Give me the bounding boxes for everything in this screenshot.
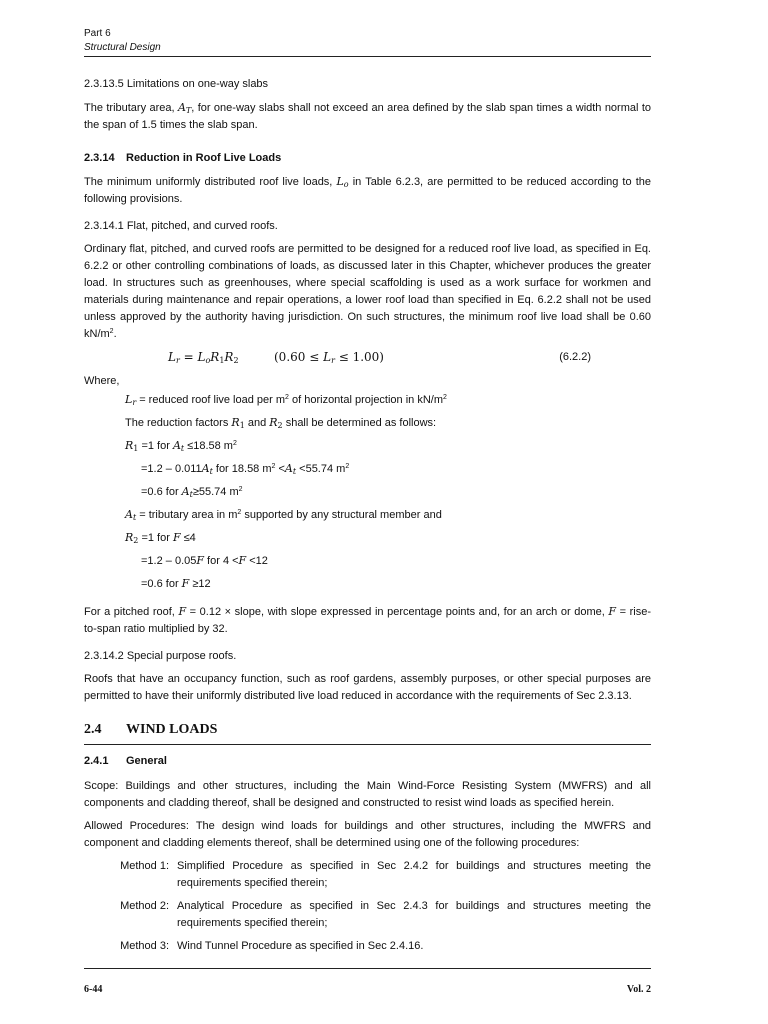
definition-at: $A_t$ = tributary area in $m^2$ supported by any structural member and (125, 508, 442, 522)
paragraph-special-purpose-roofs: Roofs that have an occupancy function, such as roof gardens, assembly purposes, or other special purposes are permitted to have their uniformly distributed live load reduced in accordance with the requirements of Sec 2.3.13. (84, 673, 651, 702)
running-header-part: Part 6 (84, 28, 111, 39)
volume-label: Vol. 2 (626, 984, 651, 995)
where-label: Where, (84, 375, 120, 387)
paragraph-roof-live-loads: The minimum uniformly distributed roof live loads, $L_o$ in Table 6.2.3, are permitted to be reduced according to the following provisions. (84, 175, 652, 205)
heading-2-3-14-1: 2.3.14.1 Flat, pitched, and curved roofs. (84, 220, 278, 232)
equation-condition: $(0.60 \le L_r \le 1.00)$ (274, 350, 384, 365)
footer-rule (84, 968, 651, 969)
equation-number: (6.2.2) (559, 351, 591, 363)
reduction-factors-intro: The reduction factors $R_1$ and $R_2$ shall be determined as follows: (125, 416, 437, 430)
method-item: Method 3: Wind Tunnel Procedure as specified in Sec 2.4.16. (120, 940, 424, 952)
equation-6-2-2 (84, 343, 651, 373)
r1-case-2: $=1.2 - 0.011A_t$ for 18.58 $m^2 <A_t <55.74$ $m^2$ (141, 462, 350, 476)
r1-case-1: $R_1 =1$ for $A_t \le 18.58$ $m^2$ (125, 439, 237, 453)
body-text (84, 76, 651, 955)
heading-2-3-14-2: 2.3.14.2 Special purpose roofs. (84, 650, 237, 662)
paragraph-scope: Scope: Buildings and other structures, including the Main Wind-Force Resisting System (MWFRS) and all components and cladding thereof, shall be designed and constructed to resist wind loads as specified herein. (84, 780, 651, 809)
heading-2-4-1: 2.4.1 General (84, 755, 167, 767)
r2-case-3: =0.6 for F ≥12 (141, 577, 211, 590)
r2-case-1: $R_2 =1$ for F ≤4 (125, 531, 196, 545)
paragraph-tributary-area: The tributary area, $A_T$, for one-way slabs shall not exceed an area defined by the slab span times a width normal to the span of 1.5 times the slab span. (84, 101, 652, 131)
r2-case-2: =1.2 – 0.05F for 4 <F <12 (141, 554, 268, 567)
method-item: Method 1: Simplified Procedure as specified in Sec 2.4.2 for buildings and structures meeting the requirements specified therein; (120, 860, 651, 889)
heading-2-4: 2.4 WIND LOADS (84, 722, 218, 737)
definition-lr: $L_r$ = reduced roof live load per $m^2$ of horizontal projection in $kN/m^2$ (125, 393, 447, 407)
paragraph-pitched-roof: For a pitched roof, F = 0.12 × slope, with slope expressed in percentage points and, for an arch or dome, F = rise-to-span ratio multiplied by 32. (84, 605, 651, 635)
header-rule (84, 56, 651, 57)
page-number: 6-44 (84, 984, 103, 995)
paragraph-flat-pitched-curved: Ordinary flat, pitched, and curved roofs are permitted to be designed for a reduced roof live load, as specified in Eq. 6.2.2 or other controlling combinations of loads, as discussed later in this Chapter, whichever produces the greater load. In structures such as greenhouses, where special scaffolding is used as a work surface for workmen and materials during maintenance and repair operations, a lower roof load than specified in Eq. 6.2.2 shall not be used unless approved by the authority having jurisdiction. On such structures, the minimum roof live load shall be 0.60 $kN/m^2$. (84, 243, 651, 340)
r1-case-3: =0.6 for $A_t\ge 55.74$ $m^2$ (141, 485, 243, 499)
heading-2-3-13-5: 2.3.13.5 Limitations on one-way slabs (84, 78, 269, 90)
running-header-subtitle: Structural Design (84, 42, 161, 53)
paragraph-allowed-procedures: Allowed Procedures: The design wind loads for buildings and other structures, including the MWFRS and component and cladding elements thereof, shall be determined using one of the following procedures: (84, 820, 651, 849)
method-item: Method 2: Analytical Procedure as specified in Sec 2.4.3 for buildings and structures meeting the requirements specified therein; (120, 900, 651, 929)
equation-expression: $L_r = L_oR_1R_2$ (168, 350, 239, 365)
heading-2-3-14: 2.3.14 Reduction in Roof Live Loads (84, 152, 282, 164)
